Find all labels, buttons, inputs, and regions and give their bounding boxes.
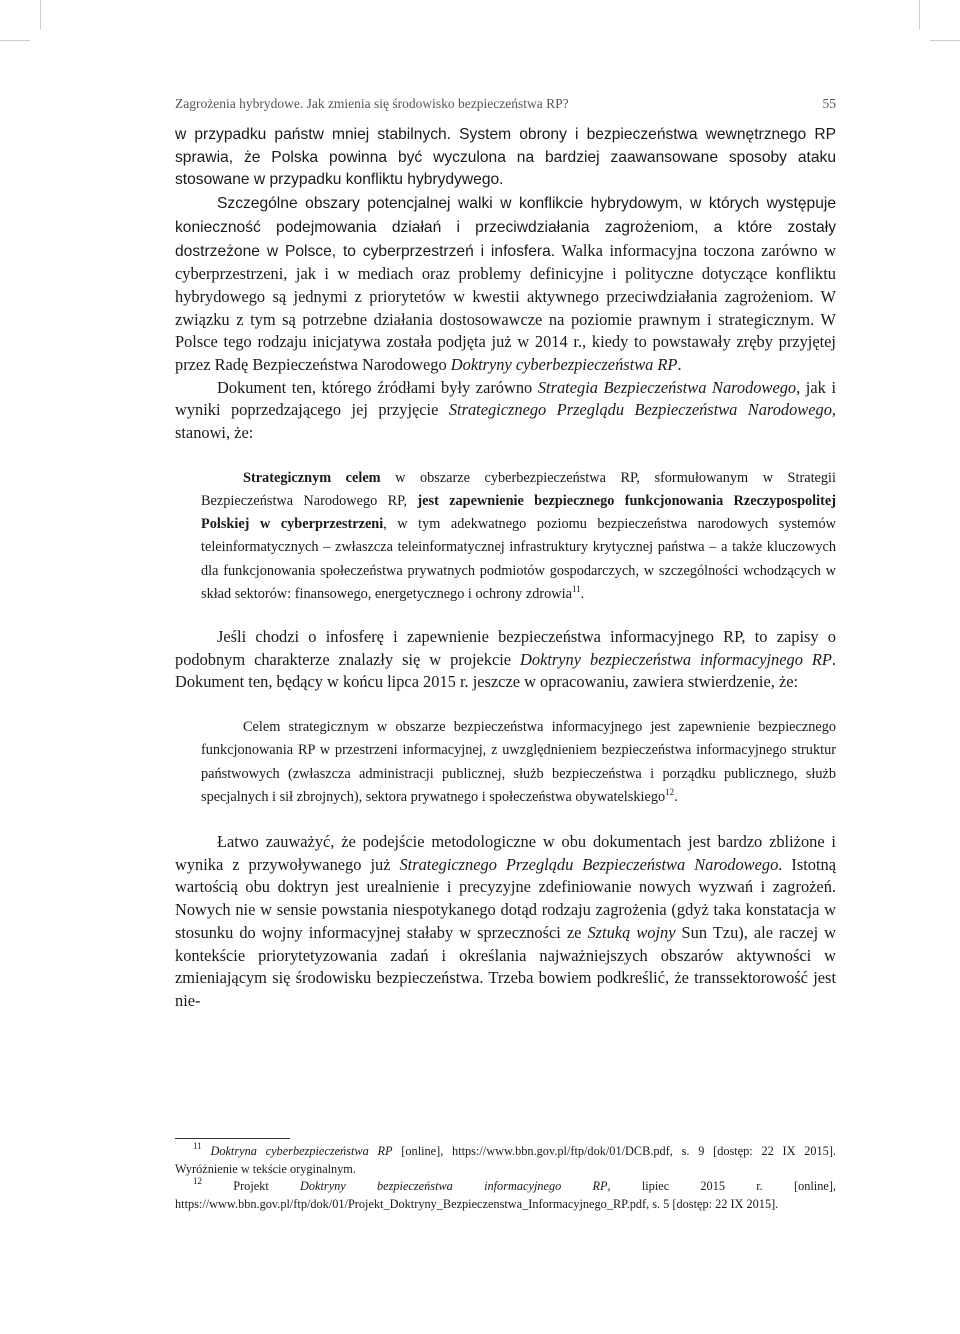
crop-mark bbox=[919, 0, 920, 30]
text-run-bold: Strategicznym celem bbox=[243, 469, 381, 486]
text-run-italic: Doktryny cyberbezpieczeństwa RP bbox=[450, 355, 678, 375]
block-quote bbox=[201, 716, 836, 809]
text-run: Łatwo zauważyć, że podejście metodologiczne w obu dokumentach jest bardzo zbliżone i wynika z przywoływanego już bbox=[175, 831, 836, 874]
text-run-italic: Doktryna cyberbezpieczeństwa RP bbox=[210, 1144, 393, 1158]
paragraph bbox=[175, 831, 836, 1013]
text-run-italic: Doktryny bezpieczeństwa informacyjnego RP bbox=[520, 649, 832, 669]
text-run: Projekt bbox=[202, 1179, 301, 1193]
block-quote bbox=[201, 467, 836, 606]
footnote-11 bbox=[175, 1143, 836, 1178]
text-run: w obszarze cyberbezpieczeństwa RP, sformułowanym w Strategii Bezpieczeństwa Narodowego RP, bbox=[201, 469, 836, 510]
text-run: , lipiec 2015 r. [online], https://www.bbn.gov.pl/ftp/dok/01/Projekt_Doktryny_Bezpieczenstwa_Informacyjnego_RP.pdf, s. 5 [dostęp: 22 IX 2015]. bbox=[175, 1179, 836, 1211]
text-run: Szczególne obszary potencjalnej walki w konflikcie hybrydowym, w których występuje konieczność podejmowania działań i przeciwdziałania zagrożeniom, a które zostały dostrzeżone w Polsce, to cyberprzestrzeń i infosfera. bbox=[175, 195, 836, 260]
footnote-12 bbox=[175, 1178, 836, 1213]
text-run: . Dokument ten, będący w końcu lipca 2015 r. jeszcze w opracowaniu, zawiera stwierdzenie, że: bbox=[175, 649, 836, 692]
text-run-italic: Strategia Bezpieczeństwa Narodowego bbox=[537, 377, 797, 397]
running-head bbox=[175, 96, 836, 112]
footnote-ref: 11 bbox=[571, 583, 581, 594]
text-run-bold: jest zapewnienie bezpiecznego funkcjonowania Rzeczypospolitej Polskiej w cyberprzestrzeni bbox=[201, 493, 836, 533]
crop-mark bbox=[0, 40, 30, 41]
text-run: Dokument ten, którego źródłami były zarówno bbox=[217, 377, 538, 397]
paragraph bbox=[175, 377, 836, 445]
text-run: Jeśli chodzi o infosferę i zapewnienie bezpieczeństwa informacyjnego RP, to zapisy o podobnym charakterze znalazły się w projekcie bbox=[175, 627, 836, 669]
text-run: . bbox=[674, 788, 678, 805]
crop-mark bbox=[930, 40, 960, 41]
page-number: 55 bbox=[822, 96, 836, 111]
paragraph bbox=[175, 192, 836, 377]
text-run-italic: Doktryny bezpieczeństwa informacyjnego RP bbox=[300, 1179, 608, 1193]
text-run-italic: Sztuką wojny bbox=[587, 922, 676, 942]
text-run: Celem strategicznym w obszarze bezpieczeństwa informacyjnego jest zapewnienie bezpiecznego funkcjonowania RP w przestrzeni informacyjnej, z uwzględnieniem bezpieczeństwa informacyjnego struktur państwowych (zwłaszcza administracji publicznej, służb bezpieczeństwa i porządku publicznego, służb specjalnych i sił zbrojnych), sektora prywatnego i społeczeństwa obywatelskiego bbox=[201, 719, 836, 805]
text-run-italic: Strategicznego Przeglądu Bezpieczeństwa Narodowego bbox=[448, 400, 832, 420]
text-run: Sun Tzu), ale raczej w kontekście priorytetyzowania zadań i określania najważniejszych obszarów aktywności w zmieniającym się środowisku bezpieczeństwa. Trzeba bowiem podkreślić, że transsektorowość jest nie- bbox=[175, 922, 836, 1010]
running-head-title: Zagrożenia hybrydowe. Jak zmienia się środowisko bezpieczeństwa RP? bbox=[175, 96, 569, 111]
text-run: . bbox=[677, 355, 682, 375]
paragraph bbox=[175, 626, 836, 694]
text-run: w przypadku państw mniej stabilnych. System obrony i bezpieczeństwa wewnętrznego RP sprawia, że Polska powinna być wyczulona na bardziej zaawansowane sposoby ataku stosowane w przypadku konfliktu hybrydywego. bbox=[175, 126, 836, 189]
footnote-ref: 12 bbox=[665, 786, 675, 797]
text-run: . Istotną wartością obu doktryn jest urealnienie i precyzyjne zdefiniowanie nowych wyzwań i zagrożeń. Nowych nie w sensie powstania niespotykanego dotąd rodzaju zagrożenia (gdyż taka konstatacja w stosunku do wojny informacyjnej stałaby w sprzeczności ze bbox=[175, 854, 837, 942]
crop-mark bbox=[40, 0, 41, 30]
footnote-number: 11 bbox=[193, 1141, 202, 1151]
footnote-rule bbox=[175, 1138, 290, 1139]
text-run: . bbox=[580, 585, 585, 602]
text-run-italic: Strategicznego Przeglądu Bezpieczeństwa Narodowego bbox=[399, 854, 779, 874]
text-run: , w tym adekwatnego poziomu bezpieczeństwa narodowych systemów teleinformatycznych – zwłaszcza teleinformatycznej infrastruktury krytycznej państwa – a także kluczowych dla funkcjonowania społeczeństwa prywatnych podmiotów gospodarczych, w szczególności wchodzących w skład sektorów: finansowego, energetycznego i ochrony zdrowia bbox=[201, 516, 836, 602]
body-text bbox=[175, 124, 836, 1013]
text-run: , jak i wyniki poprzedzającego jej przyjęcie bbox=[175, 377, 836, 420]
footnote-number: 12 bbox=[193, 1176, 202, 1186]
footnotes bbox=[175, 1143, 836, 1213]
text-run: , stanowi, że: bbox=[175, 400, 836, 443]
text-run: Walka informacyjna toczona zarówno w cyberprzestrzeni, jak i w mediach oraz problemy definicyjne i polityczne dotyczące konfliktu hybrydowego są jednymi z priorytetów w kwestii aktywnego przeciwdziałania zagrożeniom. W związku z tym są potrzebne działania dostosowawcze na poziomie prawnym i strategicznym. W Polsce tego rodzaju inicjatywa została podjęta już w 2014 r., kiedy to powstawały zręby przyjętej przez Radę Bezpieczeństwa Narodowego bbox=[175, 240, 836, 375]
paragraph bbox=[175, 124, 836, 192]
text-run: [online], https://www.bbn.gov.pl/ftp/dok/01/DCB.pdf, s. 9 [dostęp: 22 IX 2015]. Wyróżnienie w tekście oryginalnym. bbox=[175, 1144, 837, 1176]
